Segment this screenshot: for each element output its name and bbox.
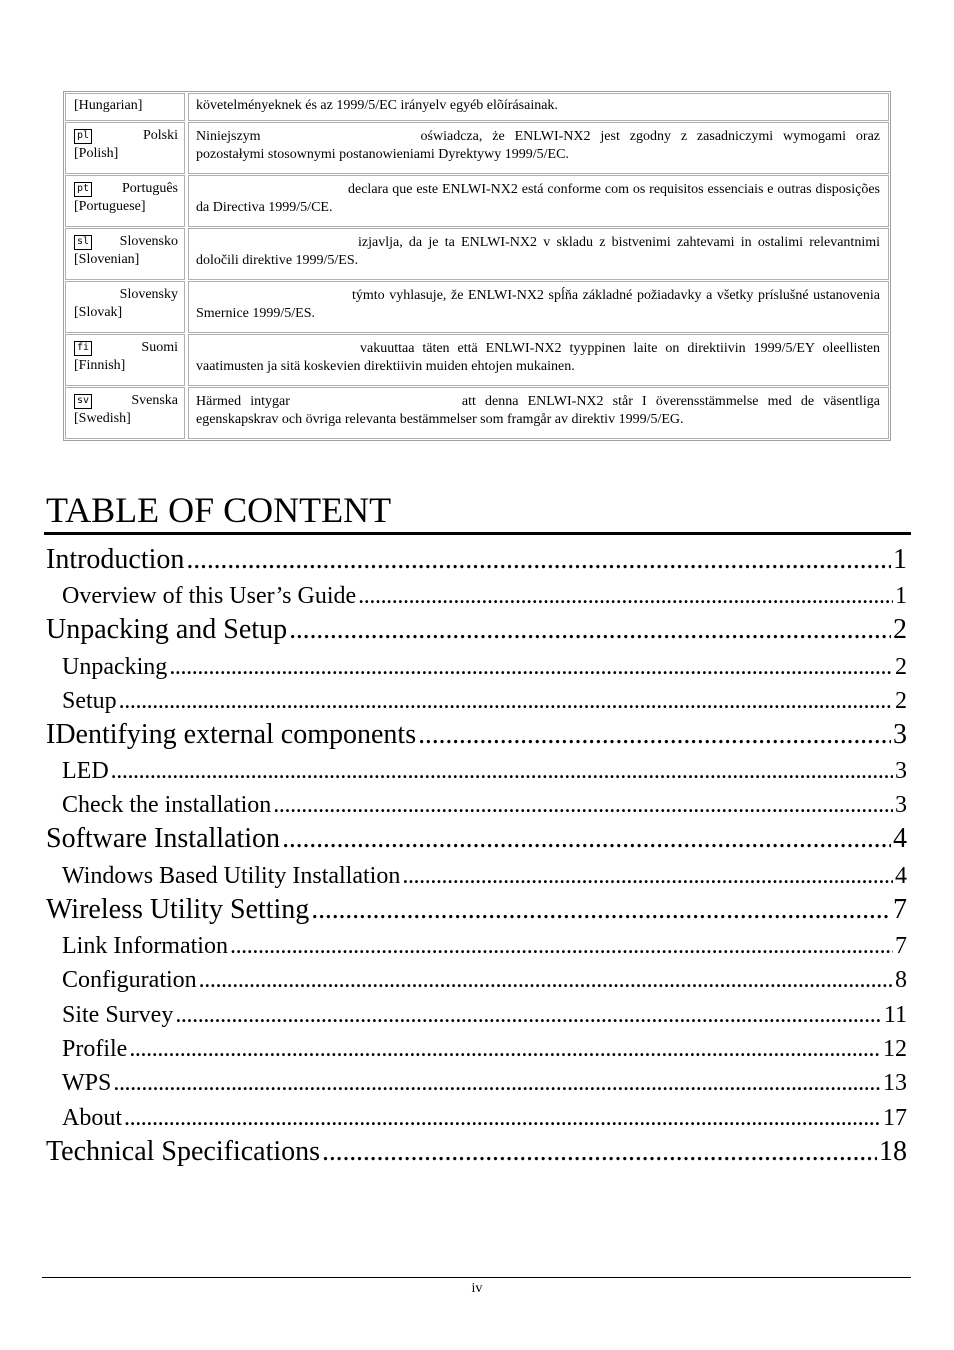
toc-entry-page: 7 <box>893 893 907 925</box>
toc-entry-unpacking-and-setup[interactable] <box>46 610 907 646</box>
language-name: Polski <box>142 128 178 143</box>
toc-entry-label: Unpacking <box>62 653 168 680</box>
language-english-name: [Hungarian] <box>74 98 143 113</box>
toc-entry-label: About <box>62 1104 122 1131</box>
toc-entry-setup[interactable] <box>46 681 907 715</box>
language-name: Slovensky <box>119 287 178 302</box>
toc-entry-label: Wireless Utility Setting <box>46 893 310 925</box>
declaration-row-slovak <box>65 281 889 333</box>
sl-flag-icon: sl <box>74 235 92 250</box>
toc-entry-configuration[interactable] <box>46 960 907 994</box>
language-english-name: [Slovenian] <box>74 252 140 267</box>
declarations-table <box>63 91 891 441</box>
declaration-text-cell <box>188 387 889 439</box>
declaration-text: declara que este ENLWI-NX2 está conforme com os requisitos essenciais e outras disposições da Directiva 1999/5/CE. <box>196 182 880 215</box>
toc-entry-page: 1 <box>893 544 907 575</box>
declaration-text: att denna ENLWI-NX2 står I överensstämmelse med de väsentliga egenskapskrav och övriga relevanta bestämmelser som framgår av direktiv 1999/5/EG. <box>196 394 880 427</box>
toc-entry-label: Overview of this User’s Guide <box>62 583 357 610</box>
pl-flag-icon: pl <box>74 129 92 144</box>
toc-entry-wps[interactable] <box>46 1063 907 1097</box>
toc-entry-link-information[interactable] <box>46 926 907 960</box>
declaration-text-cell <box>188 175 889 227</box>
toc-entry-label: IDentifying external components <box>46 718 417 750</box>
language-english-name: [Portuguese] <box>74 199 146 214</box>
toc-entry-windows-utility-installation[interactable] <box>46 855 907 889</box>
declaration-text-cell <box>188 281 889 333</box>
declaration-row-slovenian <box>65 228 889 280</box>
toc-entry-label: Configuration <box>62 967 197 994</box>
toc-entry-label: Introduction <box>46 544 185 575</box>
language-english-name: [Finnish] <box>74 358 126 373</box>
toc-entry-page: 7 <box>895 933 907 960</box>
toc-entry-label: Check the installation <box>62 792 272 819</box>
declaration-row-hungarian <box>65 93 889 121</box>
fi-flag-icon: fi <box>74 341 92 356</box>
language-cell <box>65 387 185 439</box>
declaration-text: izjavlja, da je ta ENLWI-NX2 v skladu z bistvenimi zahtevami in ostalimi relevantnimi določili direktive 1999/5/ES. <box>196 235 880 268</box>
declaration-text: týmto vyhlasuje, že ENLWI-NX2 spĺňa základné požiadavky a všetky príslušné ustanovenia Smernice 1999/5/ES. <box>196 288 880 321</box>
toc-entry-label: Software Installation <box>46 823 281 855</box>
declaration-row-swedish <box>65 387 889 439</box>
toc-entry-label: Unpacking and Setup <box>46 614 288 646</box>
language-name: Suomi <box>141 340 178 355</box>
toc-entry-software-installation[interactable] <box>46 819 907 855</box>
toc-entry-label: Profile <box>62 1035 128 1062</box>
language-cell <box>65 281 185 333</box>
language-cell <box>65 122 185 174</box>
toc-entry-about[interactable] <box>46 1097 907 1131</box>
toc-entry-led[interactable] <box>46 751 907 785</box>
toc-entry-label: Windows Based Utility Installation <box>62 862 401 889</box>
language-cell <box>65 334 185 386</box>
sk-flag-icon <box>74 288 92 303</box>
toc-entry-site-survey[interactable] <box>46 994 907 1028</box>
declaration-text: oświadcza, że ENLWI-NX2 jest zgodny z zasadniczymi wymogami oraz pozostałymi stosownymi postanowieniami Dyrektywy 1999/5/EC. <box>196 129 880 162</box>
toc-entry-page: 12 <box>883 1035 907 1062</box>
page-number: iv <box>471 1281 483 1296</box>
pt-flag-icon: pt <box>74 182 92 197</box>
declaration-text: követelményeknek és az 1999/5/EC irányelv egyéb elõírásainak. <box>196 98 558 113</box>
declaration-row-portuguese <box>65 175 889 227</box>
declaration-row-finnish <box>65 334 889 386</box>
declaration-text-cell <box>188 334 889 386</box>
toc-entry-label: Link Information <box>62 933 228 960</box>
toc-entry-page: 8 <box>895 967 907 994</box>
toc-entry-page: 3 <box>895 758 907 785</box>
sv-flag-icon: sv <box>74 394 92 409</box>
toc-entry-page: 2 <box>895 653 907 680</box>
language-name: Slovensko <box>119 234 178 249</box>
language-english-name: [Polish] <box>74 146 119 161</box>
toc-entry-page: 3 <box>893 718 907 750</box>
toc-entry-overview[interactable] <box>46 576 907 610</box>
language-name: Svenska <box>131 393 178 408</box>
toc-entry-page: 11 <box>883 1001 907 1028</box>
toc-entry-identifying-external-components[interactable] <box>46 715 907 751</box>
language-english-name: [Slovak] <box>74 305 123 320</box>
toc-entry-page: 2 <box>895 687 907 714</box>
declaration-row-polish <box>65 122 889 174</box>
toc-entry-page: 4 <box>893 823 907 855</box>
toc-entry-page: 4 <box>895 862 907 889</box>
toc-entry-page: 13 <box>883 1070 907 1097</box>
language-name: Português <box>122 181 178 196</box>
toc-entry-label: LED <box>62 758 109 785</box>
declaration-text-cell <box>188 228 889 280</box>
toc-title: TABLE OF CONTENT <box>46 490 392 530</box>
toc-entry-page: 17 <box>883 1104 907 1131</box>
declaration-lead: Niniejszym <box>196 129 261 144</box>
toc-entry-page: 18 <box>879 1135 907 1167</box>
toc-entry-profile[interactable] <box>46 1029 907 1063</box>
declaration-lead: Härmed intygar <box>196 394 290 409</box>
toc-entry-unpacking[interactable] <box>46 646 907 680</box>
declaration-text-cell <box>188 122 889 174</box>
language-cell <box>65 93 185 121</box>
footer-rule <box>42 1277 911 1278</box>
declaration-text: vakuuttaa täten että ENLWI-NX2 tyyppinen laite on direktiivin 1999/5/EY oleellisten vaatimusten ja sitä koskevien direktiivin muiden ehtojen mukainen. <box>196 341 880 374</box>
toc-entry-technical-specifications[interactable] <box>46 1132 907 1168</box>
toc-entry-page: 3 <box>895 792 907 819</box>
toc-entry-check-installation[interactable] <box>46 785 907 819</box>
table-of-contents <box>46 540 907 1168</box>
declaration-text-cell <box>188 93 889 121</box>
toc-entry-wireless-utility-setting[interactable] <box>46 890 907 926</box>
toc-entry-label: Site Survey <box>62 1001 174 1028</box>
toc-entry-label: Technical Specifications <box>46 1135 321 1167</box>
toc-entry-label: WPS <box>62 1070 112 1097</box>
toc-entry-label: Setup <box>62 687 117 714</box>
language-english-name: [Swedish] <box>74 411 131 426</box>
toc-entry-page: 2 <box>893 614 907 646</box>
toc-entry-introduction[interactable] <box>46 540 907 576</box>
toc-title-rule <box>44 532 911 535</box>
toc-entry-page: 1 <box>895 583 907 610</box>
language-cell <box>65 228 185 280</box>
language-cell <box>65 175 185 227</box>
